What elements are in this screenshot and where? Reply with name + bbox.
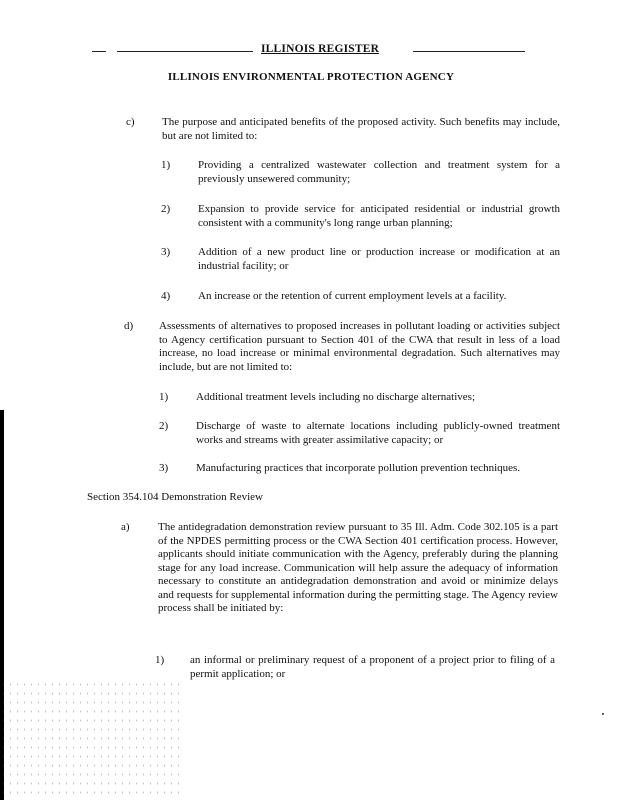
- item-c-text: The purpose and anticipated benefits of the proposed activity. Such benefits may include, but are not limited to:: [162, 116, 560, 142]
- item-d-sub-label: 1): [159, 391, 169, 403]
- header-rule-right: [413, 51, 525, 52]
- header-rule-left: [117, 51, 253, 52]
- item-a-sub-text: an informal or preliminary request of a proponent of a project prior to filing of a permit application; or: [190, 654, 555, 680]
- item-a-text: The antidegradation demonstration review pursuant to 35 Ill. Adm. Code 302.105 is a part of the NPDES permitting process or the CWA Section 401 certification process. However, applicants should initiate communication with the Agency, preferably during the planning stage for any load increase. Communication will help assure the adequacy of information necessary to constitute an antidegradation demonstration and avoid or minimize delays and requests for supplemental information during the permitting stage. The Agency review process shall be initiated by:: [158, 521, 558, 614]
- item-d-text: Assessments of alternatives to proposed increases in pollutant loading or activities subject to Agency certification pursuant to Section 401 of the CWA that result in less of a load increase, no load increase or minimal environmental degradation. Such alternatives may include, but are not limited to:: [159, 320, 560, 373]
- scan-noise-artifact: [0, 680, 180, 800]
- item-c-label: c): [126, 116, 135, 128]
- item-c-sub-label: 4): [161, 290, 171, 302]
- item-d-sub-text: Additional treatment levels including no discharge alternatives;: [196, 391, 475, 403]
- item-d-sub-text: Manufacturing practices that incorporate pollution prevention techniques.: [196, 462, 521, 474]
- section-heading: Section 354.104 Demonstration Review: [87, 491, 263, 503]
- item-d-sub-label: 2): [159, 420, 169, 432]
- item-d-label: d): [124, 320, 134, 332]
- item-c-sub-text: An increase or the retention of current employment levels at a facility.: [198, 290, 507, 302]
- item-c-sub-label: 2): [161, 203, 171, 215]
- item-c-sub-text: Addition of a new product line or production increase or modification at an industrial facility; or: [198, 246, 560, 272]
- item-a-label: a): [121, 521, 130, 533]
- item-c-sub-label: 1): [161, 159, 171, 171]
- item-c-sub-text: Expansion to provide service for anticipated residential or industrial growth consistent with a community's long range urban planning;: [198, 203, 560, 229]
- register-title: ILLINOIS REGISTER: [261, 43, 380, 55]
- agency-title: ILLINOIS ENVIRONMENTAL PROTECTION AGENCY: [167, 71, 455, 83]
- item-c-sub-text: Providing a centralized wastewater collection and treatment system for a previously unsewered community;: [198, 159, 560, 185]
- scan-speck: [602, 713, 604, 715]
- item-a-sub-label: 1): [155, 654, 165, 666]
- item-c-sub-label: 3): [161, 246, 171, 258]
- item-d-sub-text: Discharge of waste to alternate locations including publicly-owned treatment works and streams with greater assimilative capacity; or: [196, 420, 560, 446]
- header-rule-left: [92, 51, 106, 52]
- item-d-sub-label: 3): [159, 462, 169, 474]
